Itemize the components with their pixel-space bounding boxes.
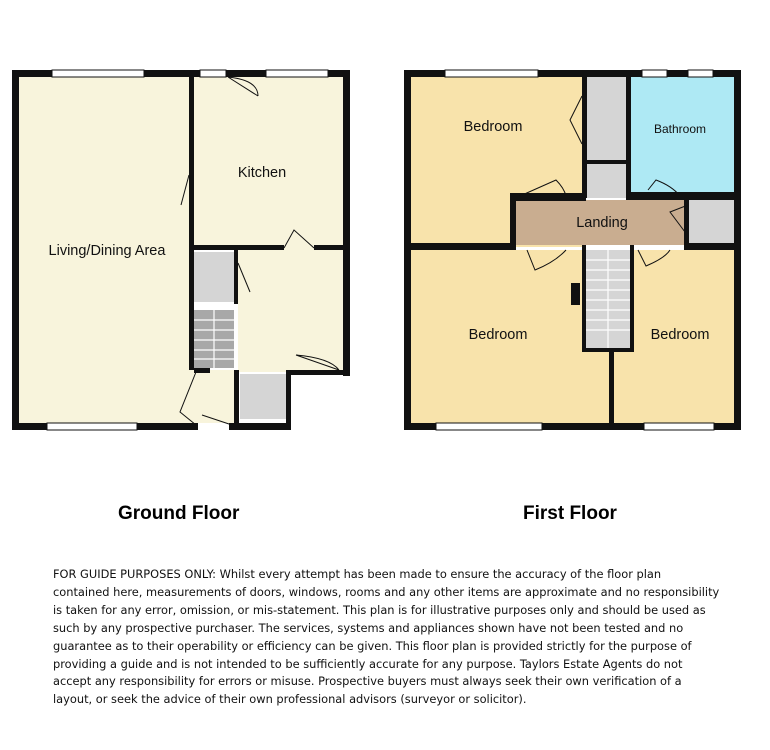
room-label-bathroom: Bathroom [653, 122, 707, 136]
room-label-kitchen: Kitchen [237, 165, 287, 181]
ground-floor-plan [12, 70, 350, 430]
window-icon [200, 70, 226, 77]
window-icon [644, 423, 714, 430]
disclaimer-notice [53, 566, 721, 709]
room-label-bedroom-one: Bedroom [463, 119, 523, 135]
window-icon [52, 70, 144, 77]
first-floor-title: First Floor [523, 503, 617, 524]
ground-hall [193, 370, 237, 423]
first-storage-cupboard-small [586, 164, 626, 198]
first-storage-cupboard [586, 76, 626, 160]
utility-room [238, 248, 344, 372]
room-label-bedroom-three: Bedroom [650, 327, 710, 343]
window-icon [436, 423, 542, 430]
window-icon [445, 70, 538, 77]
ground-floor-title: Ground Floor [118, 503, 240, 524]
first-floor-plan [404, 70, 741, 430]
ground-storage-cupboard-lower [240, 374, 287, 419]
room-label-bedroom-two: Bedroom [468, 327, 528, 343]
window-icon [266, 70, 328, 77]
room-label-living-dining: Living/Dining Area [48, 243, 166, 259]
room-label-landing: Landing [576, 215, 628, 231]
ground-storage-cupboard [194, 252, 234, 302]
window-icon [47, 423, 137, 430]
kitchen-room [193, 76, 344, 248]
radiator-mark [571, 283, 580, 305]
window-icon [642, 70, 667, 77]
first-storage-cupboard-right [688, 200, 735, 245]
window-icon [688, 70, 713, 77]
disclaimer-text: FOR GUIDE PURPOSES ONLY: Whilst every attempt has been made to ensure the accuracy of the floor plan contained here, measurements of doors, windows, rooms and any other items are approximate and no responsibility is taken for any error, omission, or mis-statement. This plan is for illustrative purposes only and should be used as such by any prospective purchaser. The services, systems and appliances shown have not been tested and no guarantee as to their operability or efficiency can be given. This floor plan is provided strictly for the purpose of providing a guide and is not intended to be sufficiently accurate for any purpose. Taylors Estate Agents do not accept any responsibility for errors or misuse. Prospective buyers must always seek their own verification of a layout, or seek the advice of their own professional advisors (surveyor or solicitor). [53, 567, 720, 707]
